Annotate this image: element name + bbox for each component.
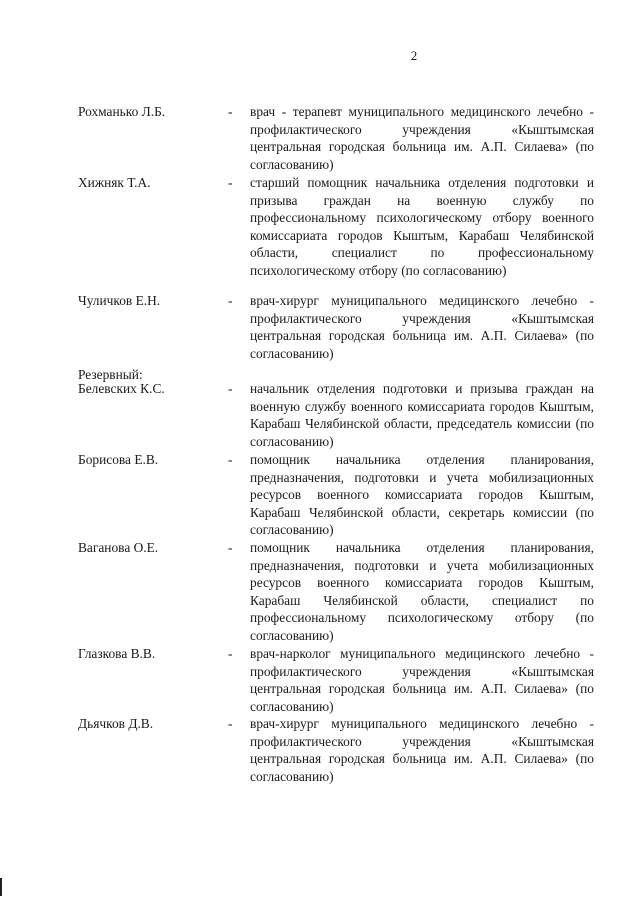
dash-separator: - <box>228 646 233 661</box>
position-description: начальник отделения подготовки и призыва граждан на военную службу военного комиссариата городов Кыштым, Карабаш Челябинской области, председатель комиссии (по согласованию) <box>250 381 594 449</box>
dash-separator: - <box>228 452 233 467</box>
reserve-section-label: Резервный: <box>78 367 143 382</box>
position-description: врач-хирург муниципального медицинского лечебно - профилактического учреждения «Кыштымская центральная городская больница им. А.П. Силаева» (по согласованию) <box>250 716 594 784</box>
person-name: Белевских К.С. <box>78 381 165 396</box>
position-description: врач-хирург муниципального медицинского лечебно - профилактического учреждения «Кыштымская центральная городская больница им. А.П. Силаева» (по согласованию) <box>250 293 594 361</box>
person-name: Чуличков Е.Н. <box>78 293 161 308</box>
dash-separator: - <box>228 381 233 396</box>
dash-separator: - <box>228 175 233 190</box>
position-description: помощник начальника отделения планирования, предназначения, подготовки и учета мобилизационных ресурсов военного комиссариата городов Кыштым, Карабаш Челябинской области, специалист по профессиональному психологическому отбору (по согласованию) <box>250 540 594 643</box>
person-name: Ваганова О.Е. <box>78 540 159 555</box>
scan-margin-mark <box>0 878 2 896</box>
dash-separator: - <box>228 716 233 731</box>
person-name: Борисова Е.В. <box>78 452 159 467</box>
position-description: помощник начальника отделения планирования, предназначения, подготовки и учета мобилизационных ресурсов военного комиссариата городов Кыштым, Карабаш Челябинской области, секретарь комиссии (по согласованию) <box>250 452 594 538</box>
position-description: старший помощник начальника отделения подготовки и призыва граждан на военную службу по профессиональному психологическому отбору военного комиссариата городов Кыштым, Карабаш Челябинской области, специалист по профессиональному психологическому отбору (по согласованию) <box>250 175 594 278</box>
person-name: Дьячков Д.В. <box>78 716 154 731</box>
position-description: врач-нарколог муниципального медицинского лечебно - профилактического учреждения «Кыштымская центральная городская больница им. А.П. Силаева» (по согласованию) <box>250 646 594 714</box>
dash-separator: - <box>228 540 233 555</box>
person-name: Хижняк Т.А. <box>78 175 151 190</box>
person-name: Рохманько Л.Б. <box>78 104 166 119</box>
dash-separator: - <box>228 293 233 308</box>
position-description: врач - терапевт муниципального медицинского лечебно - профилактического учреждения «Кыштымская центральная городская больница им. А.П. Силаева» (по согласованию) <box>250 104 594 172</box>
dash-separator: - <box>228 104 233 119</box>
page-number: 2 <box>410 48 418 63</box>
person-name: Глазкова В.В. <box>78 646 156 661</box>
